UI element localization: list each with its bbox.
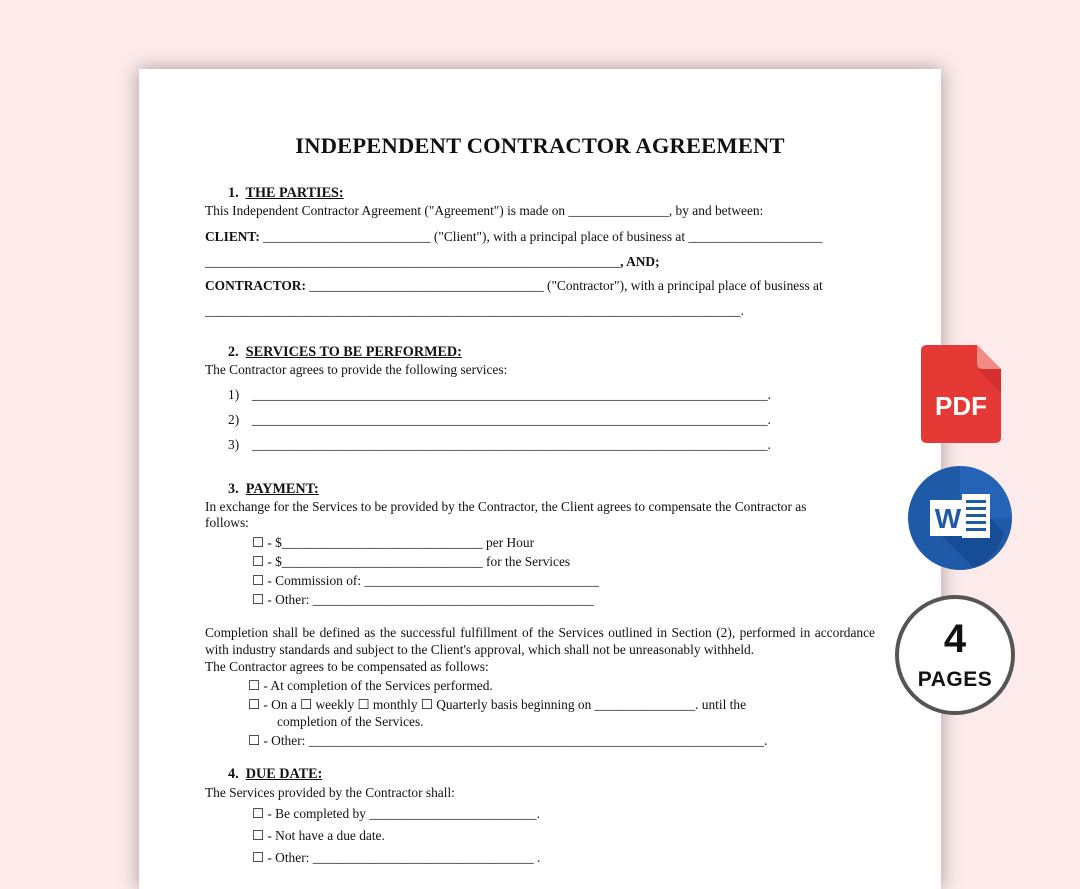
comp-option-periodic-cont: completion of the Services. <box>277 714 424 729</box>
service-item-number: 3) <box>228 437 240 452</box>
section-1-number: 1. <box>228 185 239 201</box>
service-item-line: _____________________________________________________________________________. <box>252 412 771 427</box>
section-2-title: SERVICES TO BE PERFORMED: <box>245 344 462 360</box>
word-icon <box>908 466 1012 570</box>
document-title: INDEPENDENT CONTRACTOR AGREEMENT <box>295 133 785 158</box>
section-3-number: 3. <box>228 481 239 497</box>
service-item-number: 2) <box>228 412 240 427</box>
comp-option-other: ☐ - Other: ____________________________________________________________________. <box>248 733 768 748</box>
section-4-intro: The Services provided by the Contractor shall: <box>205 785 455 800</box>
section-2-number: 2. <box>228 344 239 360</box>
contractor-text: ___________________________________ ("Contractor"), with a principal place of business at <box>309 278 823 293</box>
section-1-title: THE PARTIES: <box>245 185 344 201</box>
payment-option-services: ☐ - $______________________________ for the Services <box>252 554 571 569</box>
client-text: _________________________ ("Client"), with a principal place of business at ____________________ <box>263 229 823 244</box>
pages-count-badge <box>895 595 1015 715</box>
section-3-intro-line-2: follows: <box>205 515 249 530</box>
contractor-label: CONTRACTOR: <box>205 278 306 293</box>
pdf-icon <box>921 345 1001 443</box>
and-label: , AND; <box>620 254 660 269</box>
client-cont-line: ______________________________________________________________ <box>205 254 621 269</box>
pdf-label: PDF <box>935 391 987 421</box>
section-1-heading <box>228 185 344 202</box>
payment-option-hourly: ☐ - $______________________________ per Hour <box>252 535 535 550</box>
section-3-heading <box>228 481 319 498</box>
payment-option-commission: ☐ - Commission of: ___________________________________ <box>252 573 599 588</box>
section-3-intro-line-1: In exchange for the Services to be provided by the Contractor, the Client agrees to compensate the Contractor as <box>205 499 807 514</box>
client-continuation <box>205 254 660 270</box>
service-item-number: 1) <box>228 387 240 402</box>
due-option-no-date: ☐ - Not have a due date. <box>252 828 385 843</box>
due-option-completed-by: ☐ - Be completed by _________________________. <box>252 806 540 821</box>
section-4-heading <box>228 766 322 783</box>
pages-label: PAGES <box>917 668 993 691</box>
compensated-intro: The Contractor agrees to be compensated as follows: <box>205 659 489 674</box>
completion-paragraph: Completion shall be defined as the successful fulfillment of the Services outlined in Section (2), performed in accordance with industry standards and subject to the Client's approval, which shall not be unreasonably withheld. <box>205 625 875 657</box>
comp-option-periodic: ☐ - On a ☐ weekly ☐ monthly ☐ Quarterly basis beginning on _______________. until the <box>248 697 747 712</box>
client-label: CLIENT: <box>205 229 260 244</box>
due-option-other: ☐ - Other: _________________________________ . <box>252 850 541 865</box>
document-page <box>139 69 941 889</box>
word-letter: W <box>934 503 962 534</box>
section-4-number: 4. <box>228 766 239 782</box>
service-item-line: _____________________________________________________________________________. <box>252 387 771 402</box>
word-document-icon <box>908 466 1012 570</box>
section-3-title: PAYMENT: <box>245 481 319 497</box>
service-item-line: _____________________________________________________________________________. <box>252 437 771 452</box>
pdf-file-icon <box>921 345 1001 443</box>
section-1-intro: This Independent Contractor Agreement ("Agreement") is made on _______________, by and between: <box>205 203 764 218</box>
contractor-continuation: ________________________________________________________________________________. <box>205 303 744 318</box>
section-4-title: DUE DATE: <box>245 766 323 782</box>
contractor-line <box>205 278 823 294</box>
pages-number: 4 <box>943 617 967 661</box>
client-line <box>205 229 822 245</box>
comp-option-completion: ☐ - At completion of the Services performed. <box>248 678 493 693</box>
section-2-intro: The Contractor agrees to provide the following services: <box>205 362 508 377</box>
payment-option-other: ☐ - Other: __________________________________________ <box>252 592 594 607</box>
section-2-heading <box>228 344 462 361</box>
